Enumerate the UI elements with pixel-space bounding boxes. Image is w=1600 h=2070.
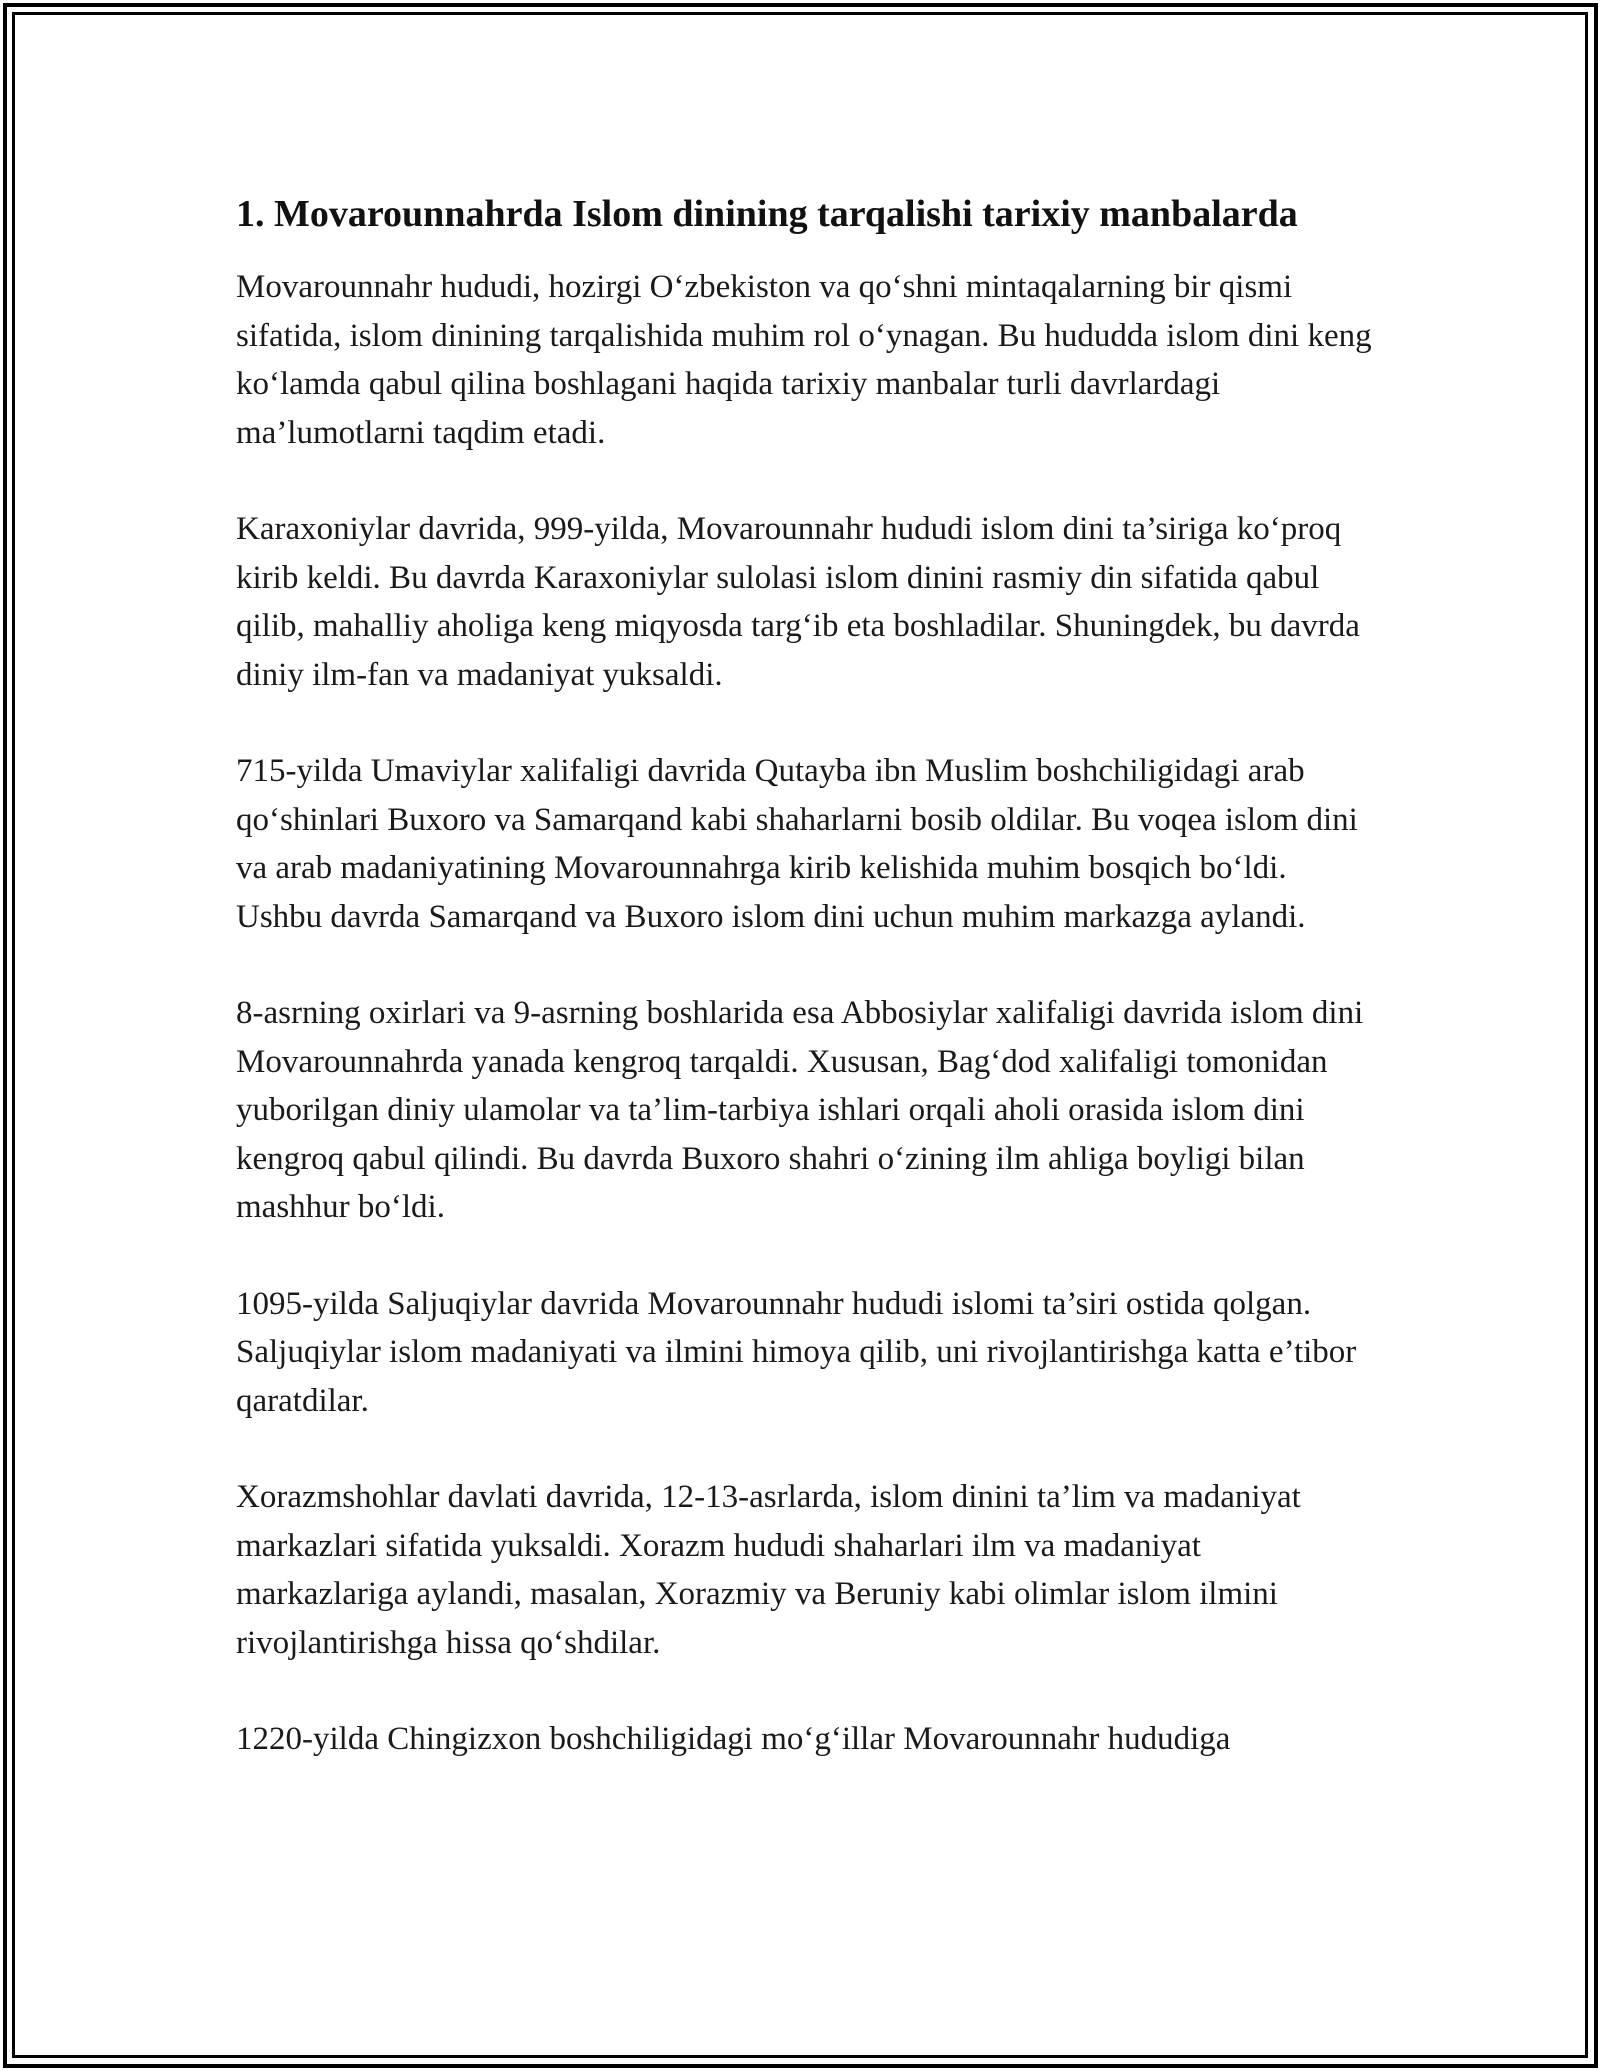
paragraph-saljuqiylar: 1095-yilda Saljuqiylar davrida Movarounnahr hududi islomi ta’siri ostida qolgan. Saljuqiylar islom madaniyati va ilmini himoya qilib, uni rivojlantirishga katta e’tibor qaratdilar. (236, 1285, 1357, 1419)
section-heading: 1. Movarounnahrda Islom dinining tarqalishi tarixiy manbalarda (236, 193, 1298, 235)
paragraph-abbosiylar: 8-asrning oxirlari va 9-asrning boshlarida esa Abbosiylar xalifaligi davrida islom dini Movarounnahrda yanada kengroq tarqaldi. Xususan, Bag‘dod xalifaligi tomonidan yuborilgan diniy ulamolar va ta’lim-tarbiya ishlari orqali aholi orasida islom dini kengroq qabul qilindi. Bu davrda Buxoro shahri o‘zining ilm ahliga boyligi bilan mashhur bo‘ldi. (236, 995, 1364, 1225)
paragraph-intro: Movarounnahr hududi, hozirgi O‘zbekiston va qo‘shni mintaqalarning bir qismi sifatida, islom dinining tarqalishida muhim rol o‘ynagan. Bu hududda islom dini keng ko‘lamda qabul qilina boshlagani haqida tarixiy manbalar turli davrlardagi ma’lumotlarni taqdim etadi. (236, 269, 1372, 451)
document-body (236, 188, 1376, 1812)
paragraph-umaviylar: 715-yilda Umaviylar xalifaligi davrida Qutayba ibn Muslim boshchiligidagi arab qo‘shinlari Buxoro va Samarqand kabi shaharlarni bosib oldilar. Bu voqea islom dini va arab madaniyatining Movarounnahrga kirib kelishida muhim bosqich bo‘ldi. Ushbu davrda Samarqand va Buxoro islom dini uchun muhim markazga aylandi. (236, 753, 1358, 935)
paragraph-mogullar: 1220-yilda Chingizxon boshchiligidagi mo‘g‘illar Movarounnahr hududiga (236, 1721, 1231, 1757)
paragraph-karaxoniylar: Karaxoniylar davrida, 999-yilda, Movarounnahr hududi islom dini ta’siriga ko‘proq kirib keldi. Bu davrda Karaxoniylar sulolasi islom dinini rasmiy din sifatida qabul qilib, mahalliy aholiga keng miqyosda targ‘ib eta boshladilar. Shuningdek, bu davrda diniy ilm-fan va madaniyat yuksaldi. (236, 511, 1360, 693)
paragraph-xorazmshohlar: Xorazmshohlar davlati davrida, 12-13-asrlarda, islom dinini ta’lim va madaniyat markazlari sifatida yuksaldi. Xorazm hududi shaharlari ilm va madaniyat markazlariga aylandi, masalan, Xorazmiy va Beruniy kabi olimlar islom ilmini rivojlantirishga hissa qo‘shdilar. (236, 1479, 1301, 1661)
